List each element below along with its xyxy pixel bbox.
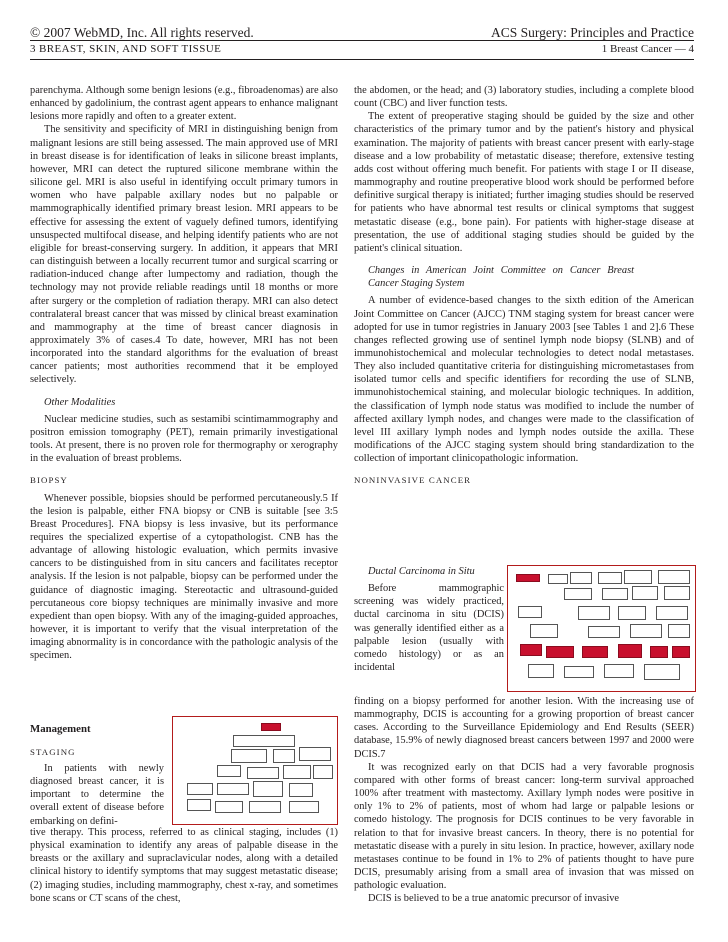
copyright-notice: © 2007 WebMD, Inc. All rights reserved. bbox=[30, 25, 254, 40]
algorithm-thumbnail-staging[interactable] bbox=[172, 716, 338, 825]
header-rule-top bbox=[30, 40, 694, 41]
chapter-page: 1 Breast Cancer — 4 bbox=[601, 43, 694, 55]
section-title: 3 BREAST, SKIN, AND SOFT TISSUE bbox=[30, 43, 222, 55]
paragraph: A number of evidence-based changes to the sixth edition of the American Joint Committee on Cancer (AJCC) TNM staging system for breast cancer were adopted for use in tumor registries in January 2003 [see Tables 1 and 2].6 These changes reflected growing use of sentinel lymph node biopsy (SLNB) and of immunohistochemical and molecular technologies to detect nodal metastases. They also included quantitative criteria for distinguishing micrometastases from isolated tumor cells and specific identifiers for recording the use of SLNB, immunohistochemical staining, and molecular biologic techniques. In addition, the classification of lymph node status was modified to include the number of affected axillary lymph nodes, and changes were made to the classification of level III axillary lymph nodes and lymph nodes outside the axilla. These modifications of the AJCC staging system should bring standardization to the collection of important clinicopathologic information. bbox=[354, 295, 694, 465]
subheading-biopsy: BIOPSY bbox=[30, 475, 68, 486]
left-staging-narrow bbox=[30, 762, 164, 828]
paragraph: Whenever possible, biopsies should be performed percutaneously.5 If the lesion is palpable, either FNA biopsy or CNB is suitable [see 3:5 Breast Procedures]. FNA biopsy is less invasive, but its performance requires the specialized expertise of a cytopathologist. CNB has the advantage of allowing histologic evaluation, which permits invasive cancers to be distinguished from in situ cancers and facilitates receptor analysis. If the lesion is not palpable, biopsy can be performed under the guidance of diagnostic imaging. Stereotactic and ultrasound-guided percutaneous core biopsy techniques are minimally invasive and more expedient than open biopsy. With any of the imaging-guided approaches, however, it is important to verify that the visual interpretation of the imaging abnormality is in concordance with the pathologic analysis of the specimen. bbox=[30, 492, 338, 662]
paragraph: tive therapy. This process, referred to as clinical staging, includes (1) physical examination to identify any areas of palpable disease in the breasts or the axillary and supraclavicular nodes, along with a detailed clinical history to identify symptoms that may suggest metastatic disease; (2) imaging studies, including mammography, chest x-ray, and sometimes bone scans or CT scans of the chest, bbox=[30, 827, 338, 904]
left-staging-wide bbox=[30, 826, 338, 905]
paragraph: In patients with newly diagnosed breast cancer, it is important to determine the overall extent of disease before embarking on defini- bbox=[30, 763, 164, 827]
header-rule-bottom bbox=[30, 59, 694, 60]
paragraph: The sensitivity and specificity of MRI in distinguishing benign from malignant lesions are still being assessed. The main approved use of MRI in breast disease is for identification of leaks in silicone breast implants, however, MRI can detect the ruptured silicone membrane within the silicone gel. MRI is also useful in identifying occult primary tumors in women who have palpable axillary nodes but no palpable or mammographically identified primary breast lesion. MRI appears to be effective for assessing the extent of vaguely defined tumors, identifying unsuspected multifocal disease, and helping identify patients who are not eligible for breast-conserving surgery. In addition, it appears that MRI can distinguish between a locally recurrent tumor and surgical scarring or radiation-induced change after lumpectomy and radiation, though the technology may not provide reliable readings until 18 months or more after surgery or the completion of radiation therapy. MRI can also detect contralateral breast cancer that was missed by clinical breast examination and mammography at the time of breast cancer diagnosis in approximately 3% of cases.4 To date, however, MRI has not been incorporated into the standard algorithms for the evaluation of breast cancer patients; most authorities recommend that it be employed selectively. bbox=[30, 124, 338, 386]
paragraph: finding on a biopsy performed for another lesion. With the increasing use of mammography, DCIS is accounting for a growing proportion of breast cancer cases. According to the Surveillance Epidemiology and End Results (SEER) database, 15.9% of newly diagnosed breast cancers between 1997 and 2000 were DCIS.7 bbox=[354, 696, 694, 760]
paragraph: The extent of preoperative staging should be guided by the size and other characteristics of the primary tumor and by the patient's history and physical examination. The majority of patients with breast cancer present with early-stage disease and a low probability of metastatic disease; therefore, extensive testing adds cost without offering much benefit. For patients with stage I or II disease, mammography and routine preoperative blood work should be performed before definitive surgical therapy is initiated; further imaging studies should be reserved for patients who have abnormal test results or clinical symptoms that suggest metastatic disease (e.g., bone pain). For patients with higher-stage disease at presentation, the use of additional staging studies should be guided by the patient's clinical situation. bbox=[354, 111, 694, 254]
subheading-ajcc-changes: Changes in American Joint Committee on Cancer Breast Cancer Staging System bbox=[368, 265, 634, 290]
subheading-noninvasive-cancer: NONINVASIVE CANCER bbox=[354, 475, 472, 486]
paragraph: It was recognized early on that DCIS had a very favorable prognosis compared with other forms of breast cancer: long-term survival approached 100% after treatment with mastectomy. Axillary lymph nodes were positive in only 1% to 2% of patients, most of whom had large or palpable lesions or comedo histology. The prognosis for DCIS continues to be very favorable in relation to that for invasive breast cancers. In theory, there is no potential for metastatic disease with a purely in situ lesion. In practice, however, axillary node metastases continue to be found in 1% to 2% of patients thought to have pure DCIS, presumably arising from a small area of invasion that was missed on pathologic evaluation. bbox=[354, 761, 694, 892]
right-dcis-narrow bbox=[354, 565, 504, 674]
subheading-other-modalities: Other Modalities bbox=[44, 396, 116, 408]
paragraph: parenchyma. Although some benign lesions (e.g., fibroadenomas) are also enhanced by gadolinium, the contrast agent appears to enhance malignant lesions more rapidly and often to a greater extent. bbox=[30, 85, 338, 123]
left-column bbox=[30, 84, 338, 663]
paragraph: Nuclear medicine studies, such as sestamibi scintimammography and positron emission tomography (PET), remain primarily investigational tools. At present, there is no proven role for thermography or xerography in the evaluation of breast problems. bbox=[30, 413, 338, 465]
paragraph: DCIS is believed to be a true anatomic precursor of invasive bbox=[368, 893, 620, 905]
subheading-dcis: Ductal Carcinoma in Situ bbox=[368, 566, 475, 577]
subheading-staging: STAGING bbox=[30, 747, 76, 758]
right-column-lower bbox=[354, 695, 694, 906]
algorithm-thumbnail-dcis[interactable] bbox=[507, 565, 696, 692]
paragraph: Before mammographic screening was widely practiced, ductal carcinoma in situ (DCIS) was generally identified either as a palpable lesion (usually with comedo histology) or as an incidental bbox=[354, 583, 504, 674]
paragraph: the abdomen, or the head; and (3) laboratory studies, including a complete blood count (CBC) and liver function tests. bbox=[354, 85, 694, 110]
heading-management: Management bbox=[30, 723, 91, 735]
right-column bbox=[354, 84, 694, 492]
book-title: ACS Surgery: Principles and Practice bbox=[491, 25, 694, 40]
